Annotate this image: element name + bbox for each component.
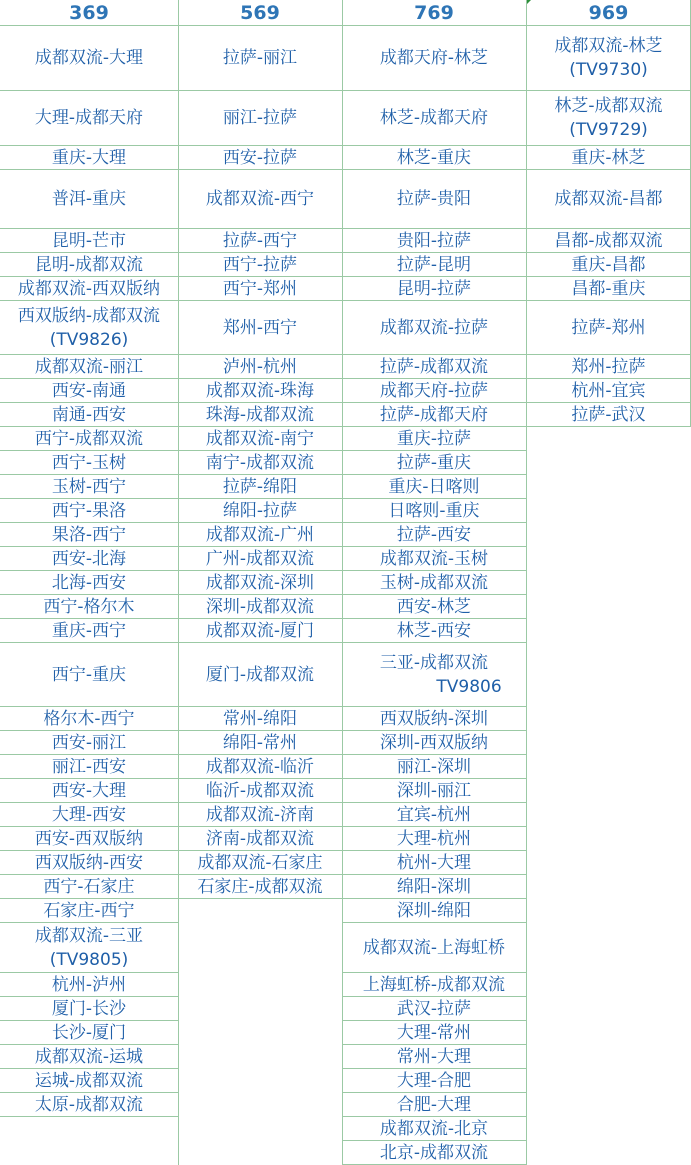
route-text: 石家庄-西宁 <box>43 900 135 921</box>
route-cell <box>178 874 342 898</box>
route-text: 泸州-杭州 <box>222 356 298 377</box>
route-cell <box>0 996 178 1020</box>
route-text: 成都双流-珠海 <box>205 380 315 401</box>
route-cell <box>178 169 342 228</box>
route-text: 林芝-重庆 <box>396 147 472 168</box>
route-text: 成都双流-西双版纳 <box>17 278 161 299</box>
route-cell <box>342 1092 526 1116</box>
route-cell <box>342 706 526 730</box>
route-text: 丽江-拉萨 <box>222 108 298 128</box>
route-text: 重庆-日喀则 <box>388 476 480 497</box>
route-cell <box>0 228 178 252</box>
route-text: 临沂-成都双流 <box>205 780 315 801</box>
route-cell <box>342 169 526 228</box>
route-cell <box>178 850 342 874</box>
route-text: 郑州-拉萨 <box>571 356 646 377</box>
route-text: 西双版纳-深圳 <box>379 708 489 729</box>
route-cell <box>342 642 526 706</box>
route-cell <box>178 522 342 546</box>
route-cell <box>0 450 178 474</box>
route-cell <box>0 754 178 778</box>
route-text: 西安-丽江 <box>51 732 127 753</box>
route-cell <box>0 618 178 642</box>
route-cell <box>0 402 178 426</box>
route-text: 厦门-长沙 <box>51 998 127 1019</box>
route-cell <box>526 90 691 145</box>
route-cell <box>526 300 691 354</box>
route-cell <box>0 972 178 996</box>
route-cell <box>342 522 526 546</box>
route-cell <box>342 402 526 426</box>
route-cell <box>0 826 178 850</box>
route-cell <box>526 145 691 169</box>
route-text: 玉树-西宁 <box>51 476 127 497</box>
route-cell <box>342 778 526 802</box>
route-text: 北海-西安 <box>51 572 127 593</box>
route-text: 深圳-绵阳 <box>396 900 472 921</box>
route-text: 拉萨-重庆 <box>396 452 472 473</box>
route-cell <box>342 594 526 618</box>
route-text: 武汉-拉萨 <box>396 998 472 1019</box>
route-cell <box>0 706 178 730</box>
route-text: 贵阳-拉萨 <box>396 230 472 251</box>
route-cell <box>0 1044 178 1068</box>
route-text: 成都双流-济南 <box>205 804 315 825</box>
route-text: 昌都-成都双流 <box>554 230 663 251</box>
route-text: 日喀则-重庆 <box>388 500 480 521</box>
route-text: 拉萨-贵阳 <box>396 189 472 209</box>
route-text: 丽江-深圳 <box>396 756 472 777</box>
route-cell <box>0 90 178 145</box>
route-cell <box>342 474 526 498</box>
route-text: 西宁-玉树 <box>51 452 127 473</box>
route-cell <box>526 378 691 402</box>
route-cell <box>342 996 526 1020</box>
route-text: 丽江-西安 <box>51 756 127 777</box>
column-header: 569 <box>240 1 280 24</box>
route-text: 林芝-成都天府 <box>379 108 489 128</box>
route-cell <box>0 1068 178 1092</box>
route-cell <box>0 778 178 802</box>
route-text: 成都双流-丽江 <box>34 356 144 377</box>
route-text: 大理-西安 <box>51 804 127 825</box>
route-cell <box>0 570 178 594</box>
route-cell <box>526 276 691 300</box>
route-cell <box>342 426 526 450</box>
route-text: 普洱-重庆 <box>51 189 127 209</box>
route-cell <box>342 546 526 570</box>
route-cell <box>342 1116 526 1140</box>
route-text: 郑州-西宁 <box>222 317 298 338</box>
route-cell <box>342 922 526 972</box>
route-text: 西宁-石家庄 <box>43 876 135 897</box>
route-text: 西双版纳-西安 <box>34 852 144 873</box>
route-cell <box>342 850 526 874</box>
route-text: 珠海-成都双流 <box>205 404 315 425</box>
route-cell <box>178 594 342 618</box>
route-text: 西宁-格尔木 <box>43 596 135 617</box>
route-cell <box>0 25 178 90</box>
route-text: 果洛-西宁 <box>51 524 127 545</box>
route-text: 成都天府-拉萨 <box>379 380 489 401</box>
route-cell <box>178 426 342 450</box>
route-cell <box>526 354 691 378</box>
route-text: 重庆-林芝 <box>571 147 646 168</box>
route-text: 杭州-泸州 <box>51 974 127 995</box>
route-text: 成都双流-运城 <box>34 1046 144 1067</box>
route-text: 昆明-芒市 <box>51 230 127 251</box>
route-text: 深圳-丽江 <box>396 780 472 801</box>
route-cell <box>526 402 691 426</box>
route-text: 成都双流-南宁 <box>205 428 315 449</box>
route-cell <box>178 90 342 145</box>
route-text: 绵阳-拉萨 <box>222 500 298 521</box>
route-cell <box>0 378 178 402</box>
route-text: 拉萨-昆明 <box>396 254 472 275</box>
route-text: 西宁-拉萨 <box>222 254 298 275</box>
route-text: 成都双流-大理 <box>34 48 144 68</box>
route-text: 重庆-拉萨 <box>396 428 472 449</box>
route-cell <box>342 972 526 996</box>
route-cell <box>0 354 178 378</box>
route-text: 西双版纳-成都双流 <box>17 305 161 326</box>
column-bottom-border <box>526 426 691 427</box>
route-cell <box>342 1068 526 1092</box>
route-cell <box>342 498 526 522</box>
route-text: 拉萨-西安 <box>396 524 472 545</box>
route-text: 成都双流-广州 <box>205 524 315 545</box>
route-cell <box>178 730 342 754</box>
route-text: 宜宾-杭州 <box>396 804 472 825</box>
route-cell <box>342 300 526 354</box>
route-cell <box>0 252 178 276</box>
route-text: 广州-成都双流 <box>205 548 315 569</box>
route-text: 成都双流-玉树 <box>379 548 489 569</box>
route-text: 大理-成都天府 <box>34 108 144 128</box>
route-text: 成都双流-昌都 <box>554 189 663 209</box>
route-text: 三亚-成都双流 <box>379 652 489 673</box>
route-text: 西宁-重庆 <box>51 664 127 685</box>
route-cell <box>178 252 342 276</box>
route-cell <box>342 874 526 898</box>
route-text: 林芝-成都双流 <box>554 96 663 116</box>
flight-number: (TV9730) <box>569 60 648 80</box>
route-cell <box>0 145 178 169</box>
route-cell <box>178 618 342 642</box>
route-text: 成都双流-林芝 <box>554 36 663 56</box>
route-cell <box>0 802 178 826</box>
route-text: 西安-南通 <box>51 380 127 401</box>
route-cell <box>0 898 178 922</box>
route-text: 南宁-成都双流 <box>205 452 315 473</box>
route-text: 拉萨-武汉 <box>571 404 646 425</box>
route-cell <box>178 276 342 300</box>
route-cell <box>342 378 526 402</box>
column-bottom-border <box>0 1116 178 1117</box>
route-text: 深圳-西双版纳 <box>379 732 489 753</box>
route-text: 深圳-成都双流 <box>205 596 315 617</box>
route-cell <box>0 594 178 618</box>
route-text: 拉萨-丽江 <box>222 48 298 68</box>
route-text: 拉萨-西宁 <box>222 230 298 251</box>
route-text: 大理-合肥 <box>396 1070 472 1091</box>
route-cell <box>178 300 342 354</box>
route-cell <box>178 706 342 730</box>
route-text: 林芝-西安 <box>396 620 472 641</box>
route-text: 成都天府-林芝 <box>379 48 489 68</box>
route-text: 西安-林芝 <box>396 596 472 617</box>
route-cell <box>0 426 178 450</box>
route-cell <box>342 276 526 300</box>
route-text: 西安-西双版纳 <box>34 828 144 849</box>
route-cell <box>178 802 342 826</box>
route-text: 成都双流-石家庄 <box>197 852 323 873</box>
route-cell <box>342 826 526 850</box>
route-text: 南通-西安 <box>51 404 127 425</box>
route-text: 拉萨-成都天府 <box>379 404 489 425</box>
route-cell <box>178 498 342 522</box>
route-text: 大理-杭州 <box>396 828 472 849</box>
route-text: 绵阳-常州 <box>222 732 298 753</box>
column-divider <box>342 0 343 1165</box>
route-cell <box>342 252 526 276</box>
route-text: 格尔木-西宁 <box>43 708 135 729</box>
route-text: 太原-成都双流 <box>34 1094 144 1115</box>
route-cell <box>178 642 342 706</box>
route-text: 杭州-大理 <box>396 852 472 873</box>
route-text: 杭州-宜宾 <box>571 380 646 401</box>
route-text: 常州-绵阳 <box>222 708 298 729</box>
route-cell <box>0 300 178 354</box>
route-cell <box>0 498 178 522</box>
route-cell <box>0 642 178 706</box>
column-divider <box>178 0 179 1165</box>
route-text: 成都双流-上海虹桥 <box>362 937 506 958</box>
route-cell <box>526 228 691 252</box>
route-text: 西安-拉萨 <box>222 147 298 168</box>
route-text: 成都双流-北京 <box>379 1118 489 1139</box>
route-cell <box>526 169 691 228</box>
route-cell <box>0 474 178 498</box>
route-text: 昆明-拉萨 <box>396 278 472 299</box>
route-cell <box>342 1140 526 1164</box>
route-text: 合肥-大理 <box>396 1094 472 1115</box>
route-text: 成都双流-拉萨 <box>379 317 489 338</box>
route-cell <box>342 25 526 90</box>
route-cell <box>178 450 342 474</box>
route-cell <box>342 228 526 252</box>
route-cell <box>0 276 178 300</box>
flight-number: (TV9805) <box>49 949 129 970</box>
flight-number: (TV9729) <box>569 120 648 140</box>
route-cell <box>178 826 342 850</box>
route-cell <box>342 145 526 169</box>
route-cell <box>342 1044 526 1068</box>
route-text: 上海虹桥-成都双流 <box>362 974 506 995</box>
route-cell <box>342 802 526 826</box>
route-text: 西安-北海 <box>51 548 127 569</box>
route-text: 大理-常州 <box>396 1022 472 1043</box>
route-cell <box>0 874 178 898</box>
route-text: 长沙-厦门 <box>51 1022 127 1043</box>
route-cell <box>178 378 342 402</box>
route-text: 拉萨-绵阳 <box>222 476 298 497</box>
route-text: 西安-大理 <box>51 780 127 801</box>
route-cell <box>178 228 342 252</box>
route-text: 西宁-郑州 <box>222 278 298 299</box>
route-text: 拉萨-成都双流 <box>379 356 489 377</box>
column-header: 969 <box>588 1 629 24</box>
route-text: 成都双流-西宁 <box>205 189 315 209</box>
route-text: 西宁-果洛 <box>51 500 127 521</box>
route-cell <box>0 522 178 546</box>
route-cell <box>0 169 178 228</box>
route-cell <box>0 730 178 754</box>
flight-number: (TV9826) <box>49 329 129 350</box>
column-header: 369 <box>69 1 109 24</box>
route-text: 运城-成都双流 <box>34 1070 144 1091</box>
route-cell <box>178 354 342 378</box>
route-text: 石家庄-成都双流 <box>197 876 323 897</box>
route-cell <box>178 546 342 570</box>
route-text: 昆明-成都双流 <box>34 254 144 275</box>
route-text: 北京-成都双流 <box>379 1142 489 1163</box>
route-text: 成都双流-三亚 <box>34 925 144 946</box>
route-cell <box>178 402 342 426</box>
route-cell <box>526 25 691 90</box>
route-text: 济南-成都双流 <box>205 828 315 849</box>
route-cell <box>342 90 526 145</box>
route-cell <box>178 25 342 90</box>
route-text: 常州-大理 <box>396 1046 472 1067</box>
route-cell <box>178 145 342 169</box>
column-header: 769 <box>414 1 454 24</box>
route-text: 成都双流-临沂 <box>205 756 315 777</box>
flight-number: TV9806 <box>436 676 502 697</box>
route-text: 成都双流-深圳 <box>205 572 315 593</box>
route-cell <box>0 922 178 972</box>
route-text: 玉树-成都双流 <box>379 572 489 593</box>
route-cell <box>0 546 178 570</box>
route-cell <box>178 570 342 594</box>
route-text: 成都双流-厦门 <box>205 620 315 641</box>
route-cell <box>342 618 526 642</box>
route-cell <box>178 474 342 498</box>
route-cell <box>0 850 178 874</box>
route-text: 拉萨-郑州 <box>571 317 646 338</box>
route-cell <box>178 754 342 778</box>
route-cell <box>342 898 526 922</box>
route-text: 西宁-成都双流 <box>34 428 144 449</box>
column-bottom-border <box>178 898 342 899</box>
route-cell <box>342 730 526 754</box>
route-text: 绵阳-深圳 <box>396 876 472 897</box>
route-cell <box>342 570 526 594</box>
route-cell <box>0 1092 178 1116</box>
route-text: 厦门-成都双流 <box>205 664 315 685</box>
route-text: 重庆-昌都 <box>571 254 646 275</box>
route-cell <box>342 754 526 778</box>
route-text: 昌都-重庆 <box>571 278 646 299</box>
route-text: 重庆-西宁 <box>51 620 127 641</box>
route-cell <box>342 1020 526 1044</box>
route-cell <box>0 1020 178 1044</box>
route-cell <box>178 778 342 802</box>
route-cell <box>526 252 691 276</box>
route-cell <box>342 354 526 378</box>
route-cell <box>342 450 526 474</box>
route-text: 重庆-大理 <box>51 147 127 168</box>
column-divider <box>526 0 527 1165</box>
